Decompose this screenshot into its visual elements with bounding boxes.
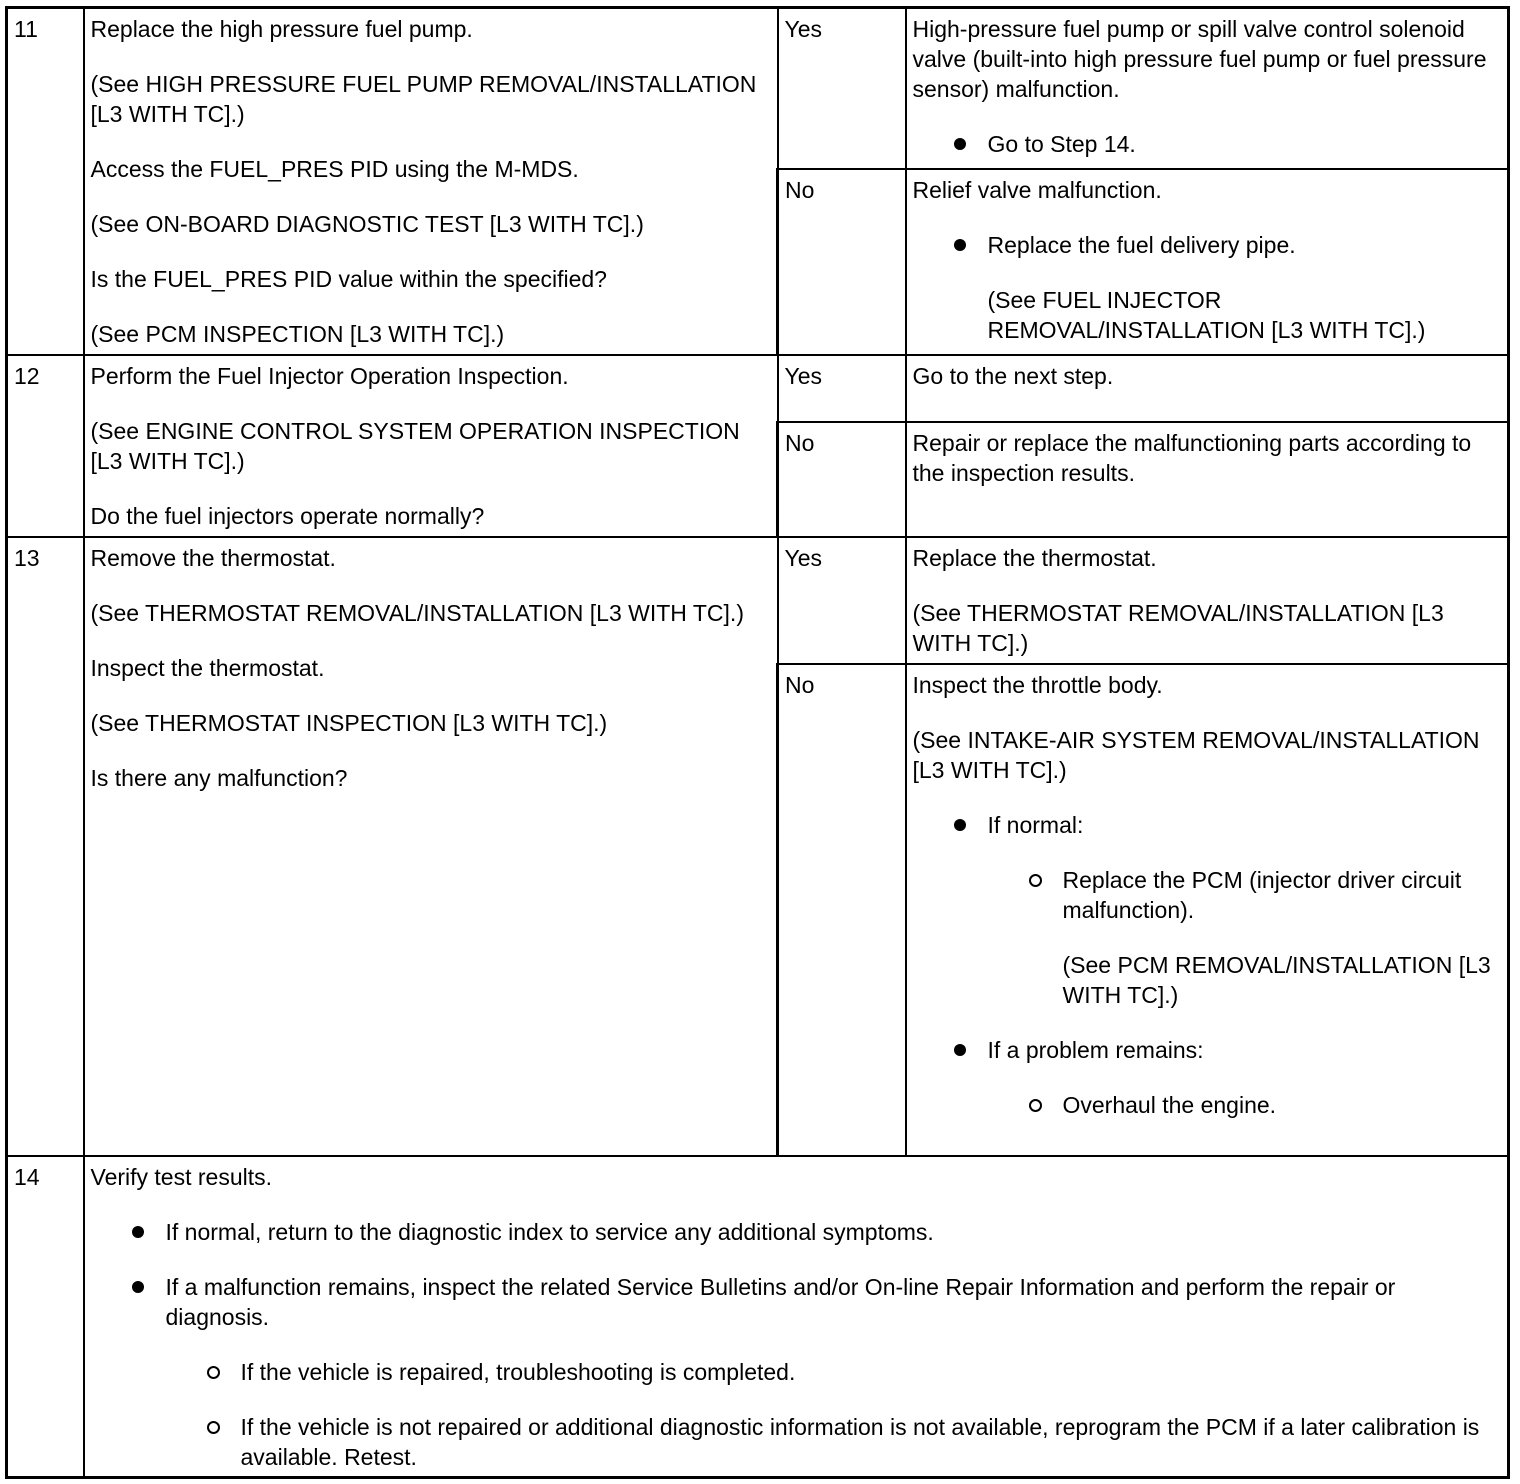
- step-12-yes-row: [7, 355, 1509, 422]
- reference-text: (See ENGINE CONTROL SYSTEM OPERATION INSPECTION [L3 WITH TC].): [90, 417, 740, 474]
- reference-text: (See HIGH PRESSURE FUEL PUMP REMOVAL/INSTALLATION [L3 WITH TC].): [90, 71, 757, 127]
- yes-label: Yes: [784, 544, 823, 571]
- bullet-icon: [954, 239, 966, 251]
- list-item: Replace the PCM (injector driver circuit malfunction). (See PCM REMOVAL/INSTALLATION [L3 WITH TC].): [1063, 865, 1502, 1010]
- bullet-icon: [954, 819, 966, 831]
- no-result-cell: [906, 422, 1509, 537]
- step-number-cell: [7, 1156, 84, 1478]
- list-item: Go to Step 14.: [988, 129, 1502, 159]
- action-text: Access the FUEL_PRES PID using the M-MDS.: [90, 156, 579, 182]
- reference-text: (See ON-BOARD DIAGNOSTIC TEST [L3 WITH TC].): [90, 211, 644, 237]
- yes-result-cell: [906, 537, 1509, 664]
- reference-text: (See THERMOSTAT INSPECTION [L3 WITH TC].): [90, 709, 608, 736]
- question-text: Is the FUEL_PRES PID value within the specified?: [90, 266, 607, 292]
- reference-text: (See PCM REMOVAL/INSTALLATION [L3 WITH TC].): [1062, 951, 1491, 1008]
- diagnostic-procedure-table: [5, 6, 1510, 1479]
- sub-bullet-icon: [207, 1366, 220, 1379]
- step-action-cell: [84, 355, 778, 537]
- step-number: 12: [14, 362, 40, 389]
- list-item: Overhaul the engine.: [1063, 1090, 1502, 1120]
- bullet-list: [91, 1217, 1502, 1472]
- reference-text: (See THERMOSTAT REMOVAL/INSTALLATION [L3 WITH TC].): [90, 599, 744, 626]
- no-label-cell: [778, 422, 906, 537]
- action-text: Verify test results.: [90, 1163, 273, 1190]
- step-number: 13: [14, 544, 40, 571]
- result-text: Go to the next step.: [912, 362, 1114, 389]
- list-item: If a problem remains: Overhaul the engine.: [988, 1035, 1502, 1120]
- reference-text: (See INTAKE-AIR SYSTEM REMOVAL/INSTALLATION [L3 WITH TC].): [912, 726, 1480, 783]
- bullet-icon: [954, 138, 966, 150]
- bullet-icon: [132, 1226, 144, 1238]
- step-action-cell: [84, 537, 778, 1156]
- bullet-icon: [954, 1044, 966, 1056]
- list-item: If the vehicle is repaired, troubleshooting is completed.: [241, 1357, 1502, 1387]
- action-text: Perform the Fuel Injector Operation Inspection.: [90, 362, 569, 389]
- yes-label: Yes: [784, 362, 823, 389]
- reference-text: (See PCM INSPECTION [L3 WITH TC].): [90, 321, 505, 347]
- action-text: Replace the high pressure fuel pump.: [90, 16, 473, 42]
- no-label: No: [785, 176, 815, 203]
- yes-label-cell: [778, 537, 906, 664]
- action-text: Remove the thermostat.: [90, 544, 336, 571]
- yes-label: Yes: [784, 16, 823, 42]
- sub-bullet-list: [988, 865, 1502, 1010]
- result-text: Inspect the throttle body.: [912, 671, 1163, 698]
- list-item: If the vehicle is not repaired or additional diagnostic information is not available, reprogram the PCM if a later calibration is available. Retest.: [241, 1412, 1502, 1472]
- list-item: If a malfunction remains, inspect the related Service Bulletins and/or On-line Repair Information and perform the repair or diagnosis. If the vehicle is repaired, troubleshooting is completed. If the vehicle is not repaired or additional diagnostic information is not available, reprogram the PCM if a later calibration is available. Retest.: [166, 1272, 1502, 1472]
- bullet-list: [913, 810, 1502, 1120]
- step-14-row: [7, 1156, 1509, 1478]
- step-number-cell: [7, 355, 84, 537]
- question-text: Do the fuel injectors operate normally?: [90, 502, 485, 529]
- result-text: Relief valve malfunction.: [912, 176, 1162, 203]
- step-action-cell: [84, 8, 778, 355]
- step-number: 14: [14, 1163, 40, 1190]
- yes-result-cell: [906, 355, 1509, 422]
- step-number: 11: [14, 16, 38, 42]
- list-item: If normal: Replace the PCM (injector driver circuit malfunction). (See PCM REMOVAL/INSTALLATION [L3 WITH TC].): [988, 810, 1502, 1010]
- no-label-cell: [778, 664, 906, 1156]
- step-11-yes-row: [7, 8, 1509, 169]
- step-action-cell: [84, 1156, 1509, 1478]
- no-label: No: [785, 429, 815, 456]
- no-result-cell: [906, 664, 1509, 1156]
- no-label-cell: [778, 169, 906, 355]
- sub-bullet-list: [166, 1357, 1502, 1472]
- bullet-list: [913, 230, 1502, 345]
- sub-bullet-list: [988, 1090, 1502, 1120]
- question-text: Is there any malfunction?: [90, 764, 348, 791]
- reference-text: (See THERMOSTAT REMOVAL/INSTALLATION [L3 WITH TC].): [912, 599, 1444, 656]
- result-text: High-pressure fuel pump or spill valve control solenoid valve (built-into high pressure fuel pump or fuel pressure sensor) malfunction.: [912, 16, 1487, 102]
- sub-bullet-icon: [1029, 874, 1042, 887]
- step-13-yes-row: [7, 537, 1509, 664]
- result-text: Repair or replace the malfunctioning parts according to the inspection results.: [912, 429, 1472, 486]
- reference-text: (See FUEL INJECTOR REMOVAL/INSTALLATION [L3 WITH TC].): [987, 286, 1426, 343]
- yes-result-cell: [906, 8, 1509, 169]
- yes-label-cell: [778, 8, 906, 169]
- list-item: Replace the fuel delivery pipe. (See FUEL INJECTOR REMOVAL/INSTALLATION [L3 WITH TC].): [988, 230, 1502, 345]
- sub-bullet-icon: [1029, 1099, 1042, 1112]
- list-item: If normal, return to the diagnostic index to service any additional symptoms.: [166, 1217, 1502, 1247]
- action-text: Inspect the thermostat.: [90, 654, 325, 681]
- sub-bullet-icon: [207, 1421, 220, 1434]
- bullet-list: [913, 129, 1502, 159]
- bullet-icon: [132, 1281, 144, 1293]
- no-result-cell: [906, 169, 1509, 355]
- step-number-cell: [7, 8, 84, 355]
- step-number-cell: [7, 537, 84, 1156]
- result-text: Replace the thermostat.: [912, 544, 1157, 571]
- no-label: No: [785, 671, 815, 698]
- yes-label-cell: [778, 355, 906, 422]
